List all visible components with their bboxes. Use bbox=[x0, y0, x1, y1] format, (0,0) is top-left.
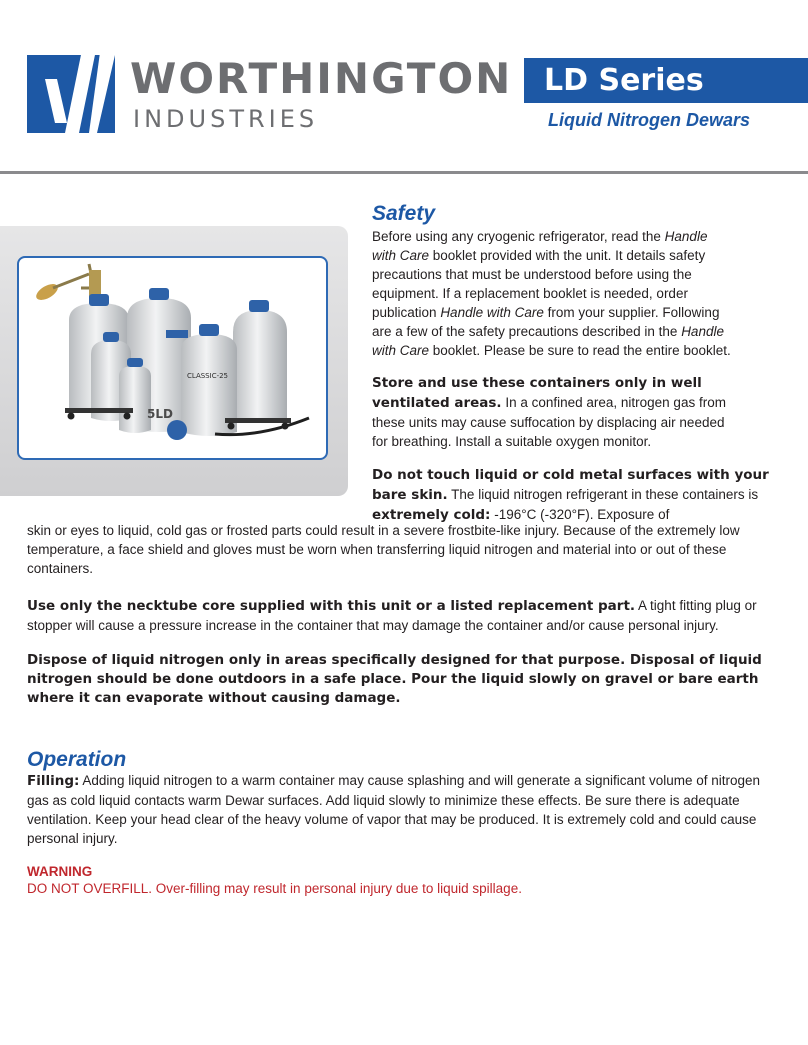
dispose-paragraph: Dispose of liquid nitrogen only in areas specifically designed for that purpose. Disposal of liquid nitrogen should be done outdoors in a safe place. Pour the liquid slowly on gravel or bare earth where it can evaporate without causing damage. bbox=[27, 652, 762, 706]
touch-paragraph: Do not touch liquid or cold metal surfaces with your bare skin. The liquid nitrogen refrigerant in these containers is extremely cold: -196°C (-320°F). Exposure of bbox=[372, 467, 769, 523]
warning-block bbox=[27, 864, 772, 898]
safety-section bbox=[372, 201, 732, 360]
series-subtitle: Liquid Nitrogen Dewars bbox=[548, 110, 751, 130]
header-divider bbox=[0, 171, 808, 174]
filling-paragraph: Filling: Adding liquid nitrogen to a warm container may cause splashing and will generate a significant volume of nitrogen gas as cold liquid contacts warm Dewar surfaces. Add liquid slowly to minimize these effects. Be sure there is adequate ventilation. Keep your head clear of the heavy volume of vapor that may be produced. It is extremely cold and could cause personal injury. bbox=[27, 773, 761, 846]
warning-text: DO NOT OVERFILL. Over-filling may result in personal injury due to liquid spillage. bbox=[27, 881, 522, 896]
series-title: LD Series bbox=[544, 63, 704, 98]
touch-paragraph-continued: skin or eyes to liquid, cold gas or frosted parts could result in a severe frostbite-like injury. Because of the extremely low temperature, a face shield and gloves must be worn when transferring liquid nitrogen and material into or out of these containers. bbox=[27, 523, 740, 576]
safety-heading: Safety bbox=[372, 202, 436, 225]
brand-subname: INDUSTRIES bbox=[133, 105, 319, 133]
store-paragraph: Store and use these containers only in well ventilated areas. In a confined area, nitrogen gas from these units may cause suffocation by displacing air needed for breathing. Install a suitable oxygen monitor. bbox=[372, 375, 726, 449]
classic-label: CLASSIC-25 bbox=[187, 372, 229, 380]
product-photo bbox=[17, 256, 328, 460]
ld-label: 5LD bbox=[147, 407, 173, 421]
warning-title: WARNING bbox=[27, 864, 93, 879]
safety-intro: Before using any cryogenic refrigerator, read the Handle with Care booklet provided with the unit. It details safety precautions that must be understood before using the equipment. If a replacement booklet is needed, order publication Handle with Care from your supplier. Following are a few of the safety precautions described in the Handle with Care booklet. Please be sure to read the entire booklet. bbox=[372, 229, 731, 358]
brand-name: WORTHINGTON bbox=[130, 54, 513, 103]
worthington-logo-mark bbox=[27, 45, 115, 133]
operation-section bbox=[27, 747, 772, 773]
operation-heading: Operation bbox=[27, 748, 127, 771]
necktube-paragraph: Use only the necktube core supplied with this unit or a listed replacement part. A tight fitting plug or stopper will cause a pressure increase in the container that may damage the container and/or cause personal injury. bbox=[27, 598, 757, 633]
